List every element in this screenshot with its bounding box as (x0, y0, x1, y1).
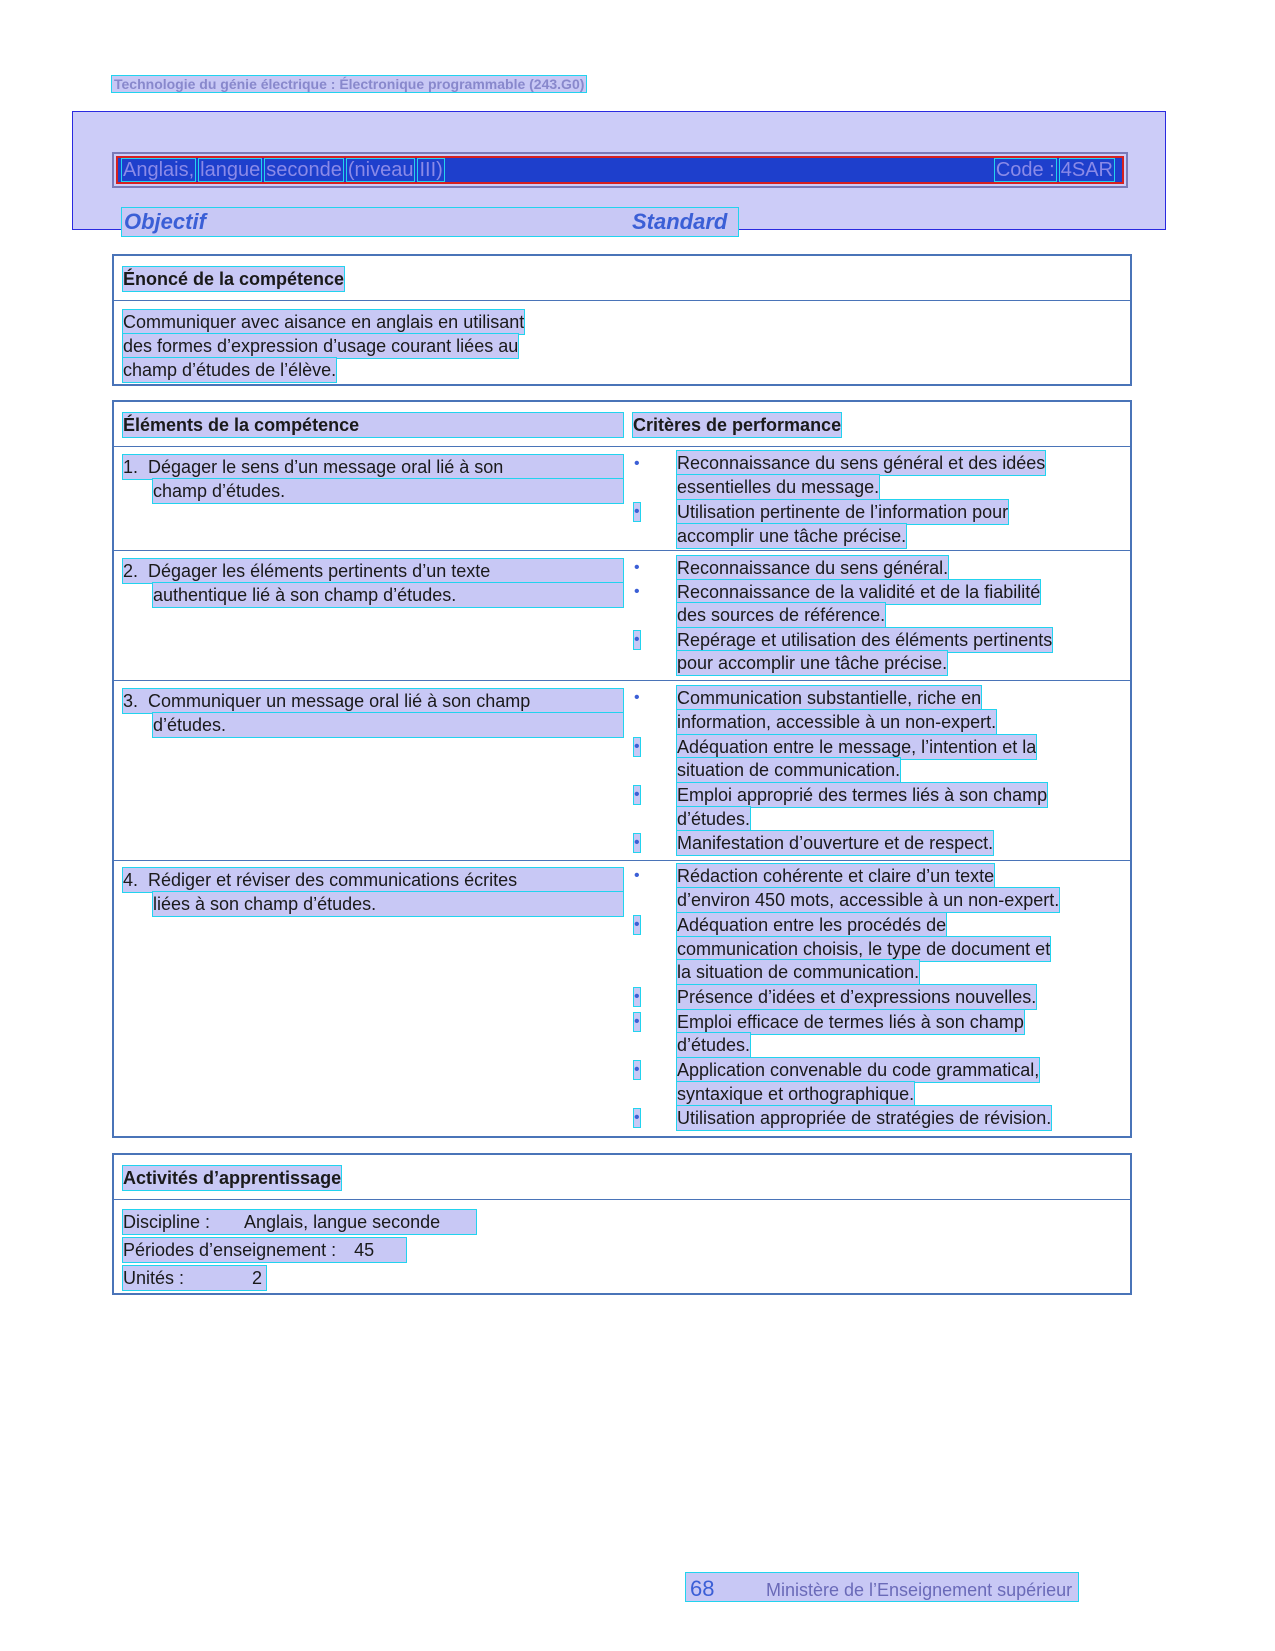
criterion-line: information, accessible à un non-expert. (677, 712, 997, 732)
criterion-line: Adéquation entre les procédés de (677, 915, 947, 935)
title-word: Anglais, (123, 158, 195, 181)
title-word: (niveau (347, 158, 414, 181)
course-title-bar (112, 152, 1128, 188)
criterion-line: la situation de communication. (677, 962, 920, 982)
criterion-line: pour accomplir une tâche précise. (677, 653, 948, 673)
bullet-icon: • (634, 559, 640, 576)
bullet-icon: • (634, 689, 640, 706)
course-title (122, 159, 448, 182)
element-1-line: champ d’études. (153, 479, 623, 503)
title-word: langue (200, 158, 261, 181)
element-3-line: 3. Communiquer un message oral lié à son champ (123, 689, 623, 713)
criterion-line: d’environ 450 mots, accessible à un non-expert. (677, 890, 1060, 910)
course-code (995, 159, 1118, 182)
unites-line: Unités : 2 (123, 1266, 266, 1290)
bullet-icon: • (634, 916, 640, 933)
activites-box (112, 1153, 1132, 1295)
criterion-line: Emploi approprié des termes liés à son champ (677, 785, 1048, 805)
enonce-box (112, 254, 1132, 386)
bullet-icon: • (634, 988, 640, 1005)
bullet-icon: • (634, 738, 640, 755)
enonce-line: champ d’études de l’élève. (123, 360, 337, 380)
objectif-label: Objectif (124, 209, 206, 234)
objective-standard-row (122, 208, 738, 236)
criterion-line: Adéquation entre le message, l’intention et la (677, 737, 1037, 757)
criterion-line: Reconnaissance du sens général et des idées (677, 453, 1046, 473)
title-word: III) (419, 158, 443, 181)
page-number: 68 (690, 1576, 715, 1601)
criterion-line: Application convenable du code grammatical, (677, 1060, 1040, 1080)
enonce-line: des formes d’expression d’usage courant liées au (123, 336, 519, 356)
enonce-line: Communiquer avec aisance en anglais en utilisant (123, 312, 525, 332)
criterion-line: des sources de référence. (677, 605, 886, 625)
code-value: 4SAR (1060, 158, 1113, 181)
bullet-icon: • (634, 786, 640, 803)
element-3-line: d’études. (153, 713, 623, 737)
criterion-line: Manifestation d’ouverture et de respect. (677, 833, 994, 853)
criterion-line: d’études. (677, 809, 751, 829)
title-word: seconde (266, 158, 342, 181)
criterion-line: situation de communication. (677, 760, 901, 780)
criterion-line: essentielles du message. (677, 477, 880, 497)
discipline-line: Discipline : Anglais, langue seconde (123, 1210, 476, 1234)
periodes-line: Périodes d’enseignement : 45 (123, 1238, 406, 1262)
bullet-icon: • (634, 867, 640, 884)
criterion-line: Reconnaissance de la validité et de la fiabilité (677, 582, 1041, 602)
criterion-line: Reconnaissance du sens général. (677, 558, 949, 578)
elements-box (112, 400, 1132, 1138)
elements-heading: Éléments de la compétence (123, 413, 623, 437)
criterion-line: Rédaction cohérente et claire d’un texte (677, 866, 995, 886)
activites-heading: Activités d’apprentissage (123, 1168, 342, 1188)
criterion-line: Repérage et utilisation des éléments pertinents (677, 630, 1053, 650)
criterion-line: Présence d’idées et d’expressions nouvelles. (677, 987, 1037, 1007)
running-header: Technologie du génie électrique : Électronique programmable (243.G0) (114, 76, 585, 92)
bullet-icon: • (634, 1109, 640, 1126)
criterion-line: communication choisis, le type de document et (677, 939, 1051, 959)
criterion-line: d’études. (677, 1035, 751, 1055)
element-4-line: 4. Rédiger et réviser des communications écrites (123, 868, 623, 892)
criterion-line: accomplir une tâche précise. (677, 526, 907, 546)
criterion-line: Utilisation pertinente de l’information pour (677, 502, 1009, 522)
bullet-icon: • (634, 834, 640, 851)
standard-label: Standard (632, 209, 728, 234)
element-2-line: authentique lié à son champ d’études. (153, 583, 623, 607)
code-label: Code : (995, 158, 1055, 181)
criteres-heading: Critères de performance (633, 415, 842, 435)
bullet-icon: • (634, 503, 640, 520)
bullet-icon: • (634, 1013, 640, 1030)
criterion-line: Emploi efficace de termes liés à son champ (677, 1012, 1024, 1032)
element-2-line: 2. Dégager les éléments pertinents d’un texte (123, 559, 623, 583)
criterion-line: Communication substantielle, riche en (677, 688, 982, 708)
footer-ministry: Ministère de l’Enseignement supérieur (766, 1580, 1073, 1600)
enonce-heading: Énoncé de la compétence (123, 269, 345, 289)
element-4-line: liées à son champ d’études. (153, 892, 623, 916)
bullet-icon: • (634, 1061, 640, 1078)
bullet-icon: • (634, 455, 640, 472)
criterion-line: Utilisation appropriée de stratégies de révision. (677, 1108, 1052, 1128)
element-1-line: 1. Dégager le sens d’un message oral lié à son (123, 455, 623, 479)
bullet-icon: • (634, 631, 640, 648)
bullet-icon: • (634, 583, 640, 600)
criterion-line: syntaxique et orthographique. (677, 1084, 915, 1104)
